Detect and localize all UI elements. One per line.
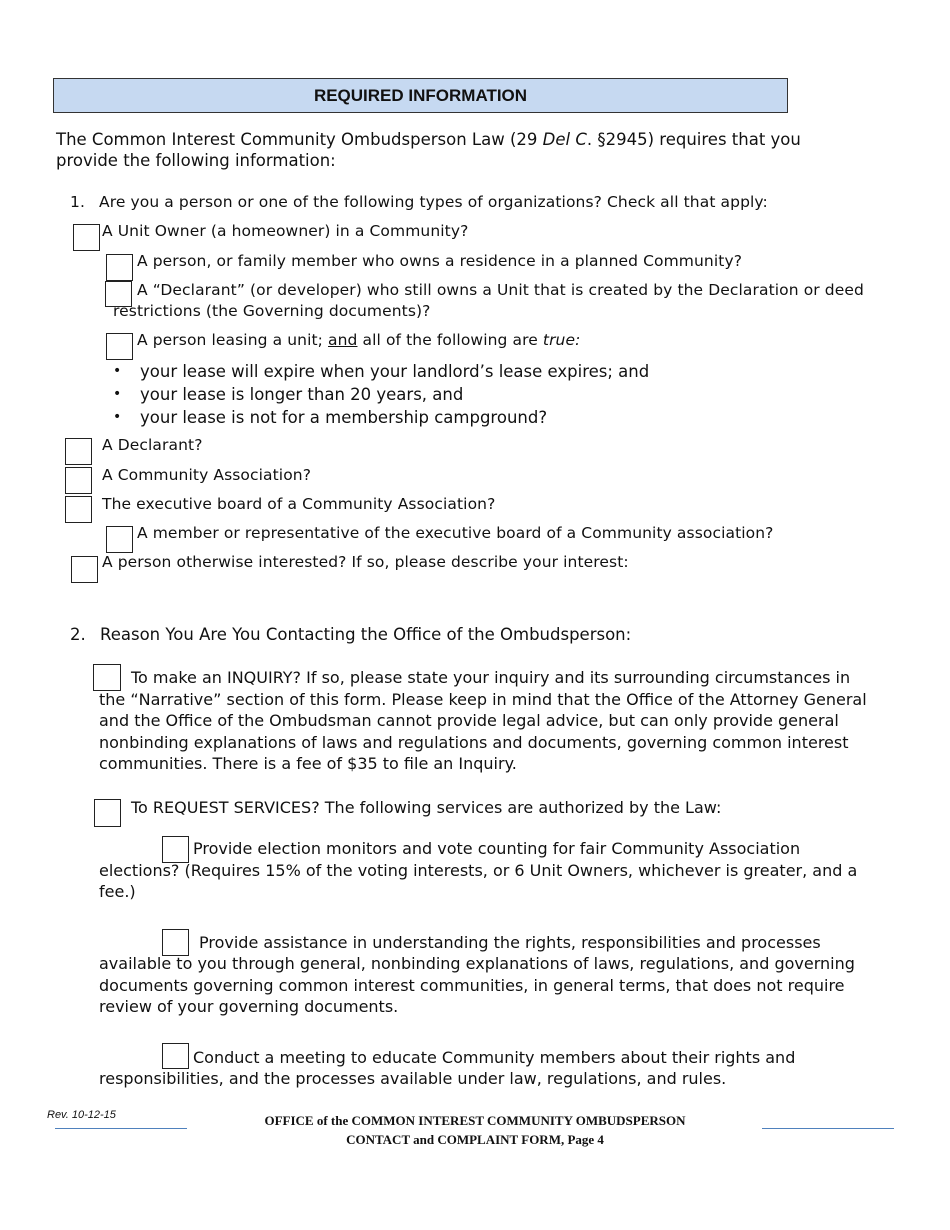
election-monitor-checkbox[interactable] (162, 836, 189, 863)
unit-owner-label: A Unit Owner (a homeowner) in a Community? (102, 222, 469, 240)
bullet-icon: • (113, 363, 122, 379)
assistance-line-2: available to you through general, nonbinding explanations of laws, regulations, and governing (99, 954, 855, 973)
declarant-checkbox[interactable] (65, 438, 92, 465)
meeting-checkbox[interactable] (162, 1043, 189, 1069)
lease-text-1: A person leasing a unit; (137, 331, 329, 349)
bullet-icon: • (113, 386, 122, 402)
lease-bullet-2: your lease is longer than 20 years, and (140, 385, 464, 404)
inquiry-line-4: nonbinding explanations of laws and regulations and documents, governing common interest (99, 733, 849, 752)
lease-bullet-3: your lease is not for a membership campground? (140, 408, 548, 427)
intro-text-1: The Common Interest Community Ombudsperson Law (29 (56, 130, 543, 149)
lease-checkbox[interactable] (106, 333, 133, 360)
section-title: REQUIRED INFORMATION (313, 85, 528, 105)
lease-and: and (328, 331, 358, 349)
other-interest-label: A person otherwise interested? If so, please describe your interest: (102, 553, 629, 571)
lease-label (137, 331, 580, 349)
election-line-1: Provide election monitors and vote counting for fair Community Association (193, 839, 801, 858)
election-line-3: fee.) (99, 882, 136, 901)
request-services-checkbox[interactable] (94, 799, 121, 827)
q1-question: Are you a person or one of the following types of organizations? Check all that apply: (99, 193, 768, 211)
intro-paragraph (56, 130, 801, 149)
request-services-label: To REQUEST SERVICES? The following services are authorized by the Law: (131, 798, 722, 817)
declarant-owner-label-1: A “Declarant” (or developer) who still owns a Unit that is created by the Declaration or deed (137, 281, 864, 299)
family-member-checkbox[interactable] (106, 254, 133, 281)
declarant-label: A Declarant? (102, 436, 203, 454)
association-checkbox[interactable] (65, 467, 92, 494)
inquiry-line-3: and the Office of the Ombudsman cannot provide legal advice, but can only provide general (99, 711, 839, 730)
unit-owner-checkbox[interactable] (73, 224, 100, 251)
inquiry-line-5: communities. There is a fee of $35 to file an Inquiry. (99, 754, 517, 773)
inquiry-line-2: the “Narrative” section of this form. Please keep in mind that the Office of the Attorney General (99, 690, 867, 709)
revision-date: Rev. 10-12-15 (47, 1109, 116, 1121)
intro-text-2: . §2945) requires that you (586, 130, 801, 149)
other-interest-checkbox[interactable] (71, 556, 98, 583)
association-label: A Community Association? (102, 466, 312, 484)
lease-true: true: (542, 331, 581, 349)
footer-office: OFFICE of the COMMON INTEREST COMMUNITY OMBUDSPERSON (264, 1113, 686, 1128)
q2-question: Reason You Are You Contacting the Office of the Ombudsperson: (100, 625, 632, 644)
assistance-line-4: review of your governing documents. (99, 997, 399, 1016)
q2-number: 2. (70, 625, 86, 644)
footer-form-page: CONTACT and COMPLAINT FORM, Page 4 (346, 1132, 604, 1147)
q1-number: 1. (70, 193, 85, 211)
assistance-checkbox[interactable] (162, 929, 189, 956)
exec-board-checkbox[interactable] (65, 496, 92, 523)
meeting-line-2: responsibilities, and the processes available under law, regulations, and rules. (99, 1069, 727, 1088)
section-header (53, 78, 788, 113)
lease-bullet-1: your lease will expire when your landlord’s lease expires; and (140, 362, 650, 381)
assistance-line-1: Provide assistance in understanding the rights, responsibilities and processes (199, 933, 821, 952)
meeting-line-1: Conduct a meeting to educate Community members about their rights and (193, 1048, 796, 1067)
assistance-line-3: documents governing common interest communities, in general terms, that does not require (99, 976, 845, 995)
intro-italic: Del C (542, 130, 587, 149)
intro-line-2: provide the following information: (56, 151, 336, 170)
inquiry-checkbox[interactable] (93, 664, 121, 691)
bullet-icon: • (113, 409, 122, 425)
exec-member-checkbox[interactable] (106, 526, 133, 553)
election-line-2: elections? (Requires 15% of the voting interests, or 6 Unit Owners, whichever is greater, and a (99, 861, 858, 880)
lease-text-2: all of the following are (357, 331, 543, 349)
exec-member-label: A member or representative of the executive board of a Community association? (137, 524, 774, 542)
inquiry-line-1: To make an INQUIRY? If so, please state your inquiry and its surrounding circumstances in (131, 668, 851, 687)
exec-board-label: The executive board of a Community Association? (102, 495, 496, 513)
declarant-owner-label-2: restrictions (the Governing documents)? (113, 302, 431, 320)
family-member-label: A person, or family member who owns a residence in a planned Community? (137, 252, 743, 270)
